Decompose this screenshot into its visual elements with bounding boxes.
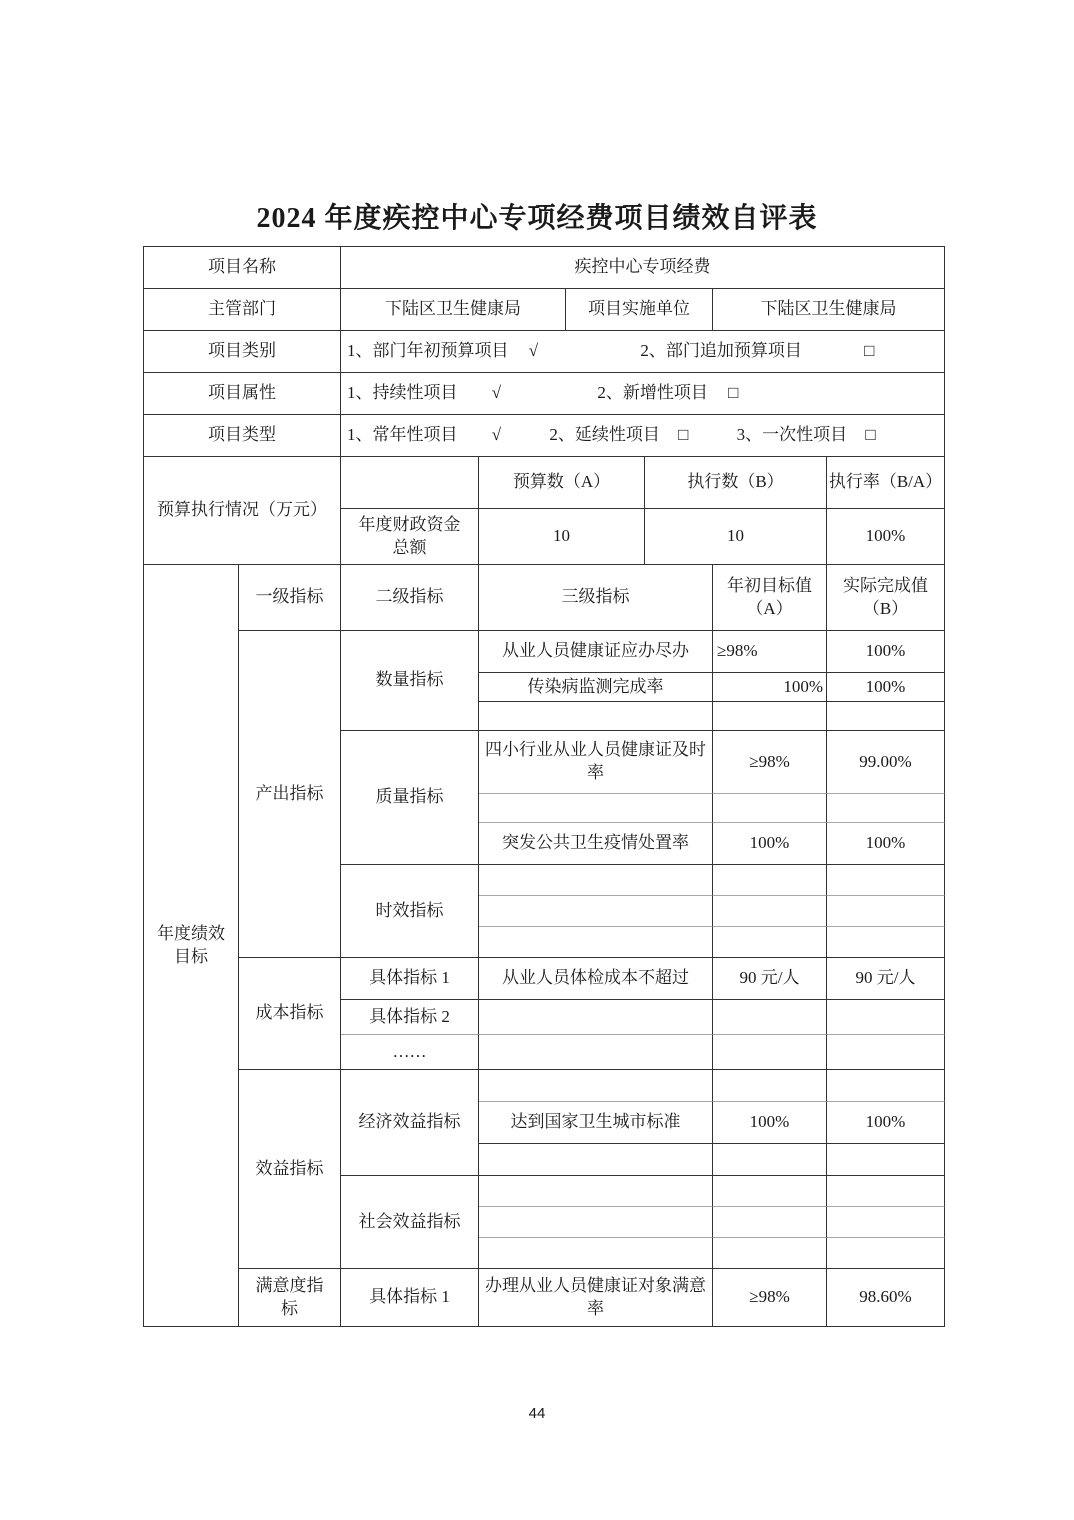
page-title: 2024 年度疾控中心专项经费项目绩效自评表 (256, 203, 818, 234)
checkbox-empty-icon: □ (865, 425, 876, 445)
type-option-3: 3、一次性项目 (736, 425, 848, 445)
empty-cell (827, 1176, 945, 1207)
indicator-cell: 达到国家卫生城市标准 (479, 1102, 713, 1144)
impl-unit-value: 下陆区卫生健康局 (713, 289, 945, 331)
checkbox-empty-icon: □ (728, 383, 739, 403)
annual-fund-label: 年度财政资金总额 (341, 509, 479, 565)
empty-cell (713, 702, 827, 731)
check-mark-icon: √ (528, 341, 539, 361)
empty-cell (827, 927, 945, 958)
supervisor-dept-value: 下陆区卫生健康局 (341, 289, 566, 331)
empty-cell (713, 1035, 827, 1070)
empty-cell (713, 1207, 827, 1238)
level1-satisfaction: 满意度指标 (239, 1269, 341, 1327)
level3-header: 三级指标 (479, 565, 713, 631)
category-option-1: 1、部门年初预算项目 (347, 341, 509, 361)
project-type-label: 项目类型 (144, 415, 341, 457)
type-option-1: 1、常年性项目 (347, 425, 458, 445)
type-option-2: 2、延续性项目 (549, 425, 660, 445)
empty-cell (713, 896, 827, 927)
table-row (144, 457, 945, 509)
empty-cell (479, 1207, 713, 1238)
empty-cell (479, 1070, 713, 1102)
project-category-label: 项目类别 (144, 331, 341, 373)
table-row (144, 373, 945, 415)
level2-quality: 质量指标 (341, 731, 479, 865)
table-row (144, 415, 945, 457)
perf-section-label: 年度绩效目标 (144, 565, 239, 1327)
level1-benefit: 效益指标 (239, 1070, 341, 1269)
target-header: 年初目标值（A） (713, 565, 827, 631)
budget-value: 10 (479, 509, 645, 565)
level1-output: 产出指标 (239, 631, 341, 958)
level2-satisfaction-item1: 具体指标 1 (341, 1269, 479, 1327)
table-row (144, 331, 945, 373)
actual-cell: 98.60% (827, 1269, 945, 1327)
empty-cell (713, 865, 827, 896)
target-cell: 100% (713, 1102, 827, 1144)
empty-cell (827, 794, 945, 823)
indicator-cell: 从业人员健康证应办尽办 (479, 631, 713, 673)
target-cell: ≥98% (713, 631, 827, 673)
table-row (144, 289, 945, 331)
target-cell: 90 元/人 (713, 958, 827, 1000)
budget-col-header: 预算数（A） (479, 457, 645, 509)
empty-cell (479, 702, 713, 731)
rate-value: 100% (827, 509, 945, 565)
empty-cell (479, 1144, 713, 1176)
actual-cell: 99.00% (827, 731, 945, 794)
empty-cell (827, 896, 945, 927)
indicator-cell: 从业人员体检成本不超过 (479, 958, 713, 1000)
table-row (144, 1269, 945, 1327)
rate-col-header: 执行率（B/A） (827, 457, 945, 509)
table-row (144, 631, 945, 673)
empty-cell (827, 1207, 945, 1238)
target-cell: 100% (713, 673, 827, 702)
level2-cost-item2: 具体指标 2 (341, 1000, 479, 1035)
supervisor-dept-label: 主管部门 (144, 289, 341, 331)
empty-cell (827, 865, 945, 896)
level2-timeliness: 时效指标 (341, 865, 479, 958)
table-row (144, 565, 945, 631)
exec-value: 10 (645, 509, 827, 565)
evaluation-table (143, 246, 945, 1327)
empty-cell (479, 1035, 713, 1070)
budget-section-label: 预算执行情况（万元） (144, 457, 341, 565)
actual-cell: 100% (827, 673, 945, 702)
actual-header: 实际完成值（B） (827, 565, 945, 631)
table-row (144, 247, 945, 289)
empty-cell (827, 1070, 945, 1102)
category-option-2: 2、部门追加预算项目 (640, 341, 802, 361)
project-name-label: 项目名称 (144, 247, 341, 289)
empty-cell (479, 794, 713, 823)
empty-cell (479, 865, 713, 896)
empty-cell (479, 927, 713, 958)
project-attribute-options (341, 373, 945, 415)
level2-quantity: 数量指标 (341, 631, 479, 731)
checkbox-empty-icon: □ (678, 425, 689, 445)
target-cell: ≥98% (713, 1269, 827, 1327)
level2-header: 二级指标 (341, 565, 479, 631)
empty-cell (827, 1238, 945, 1269)
empty-cell (479, 1238, 713, 1269)
exec-col-header: 执行数（B） (645, 457, 827, 509)
check-mark-icon: √ (491, 425, 502, 445)
empty-cell (713, 1176, 827, 1207)
empty-cell (341, 457, 479, 509)
empty-cell (827, 1000, 945, 1035)
table-row (144, 1070, 945, 1102)
indicator-cell: 四小行业从业人员健康证及时率 (479, 731, 713, 794)
level2-economic: 经济效益指标 (341, 1070, 479, 1176)
level1-cost: 成本指标 (239, 958, 341, 1070)
checkbox-empty-icon: □ (864, 341, 875, 361)
check-mark-icon: √ (491, 383, 502, 403)
empty-cell (713, 927, 827, 958)
level2-social: 社会效益指标 (341, 1176, 479, 1269)
empty-cell (713, 1000, 827, 1035)
attribute-option-1: 1、持续性项目 (347, 383, 458, 403)
target-cell: ≥98% (713, 731, 827, 794)
level2-cost-item1: 具体指标 1 (341, 958, 479, 1000)
project-type-options (341, 415, 945, 457)
table-row (144, 958, 945, 1000)
empty-cell (827, 1035, 945, 1070)
target-cell: 100% (713, 823, 827, 865)
attribute-option-2: 2、新增性项目 (597, 383, 708, 403)
empty-cell (479, 1000, 713, 1035)
empty-cell (827, 1144, 945, 1176)
project-attribute-label: 项目属性 (144, 373, 341, 415)
level1-header: 一级指标 (239, 565, 341, 631)
indicator-cell: 传染病监测完成率 (479, 673, 713, 702)
actual-cell: 100% (827, 1102, 945, 1144)
empty-cell (713, 794, 827, 823)
indicator-cell: 突发公共卫生疫情处置率 (479, 823, 713, 865)
actual-cell: 100% (827, 631, 945, 673)
project-name-value: 疾控中心专项经费 (341, 247, 945, 289)
impl-unit-label: 项目实施单位 (566, 289, 713, 331)
empty-cell (713, 1144, 827, 1176)
actual-cell: 100% (827, 823, 945, 865)
actual-cell: 90 元/人 (827, 958, 945, 1000)
empty-cell (827, 702, 945, 731)
page-number: 44 (528, 1405, 546, 1422)
indicator-cell: 办理从业人员健康证对象满意率 (479, 1269, 713, 1327)
empty-cell (713, 1238, 827, 1269)
empty-cell (479, 896, 713, 927)
level2-cost-item3: …… (341, 1035, 479, 1070)
empty-cell (713, 1070, 827, 1102)
project-category-options (341, 331, 945, 373)
empty-cell (479, 1176, 713, 1207)
